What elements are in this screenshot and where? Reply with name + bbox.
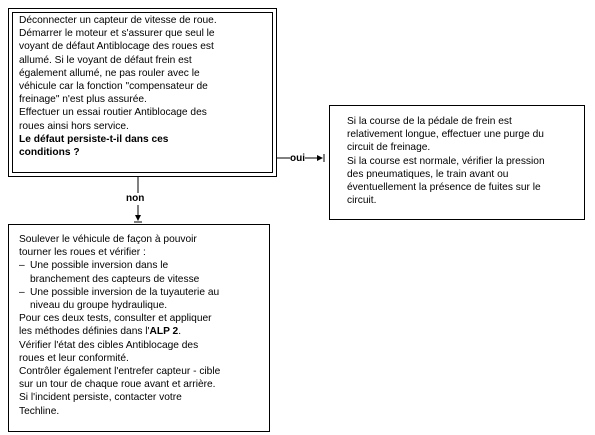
no-result-box <box>8 224 270 432</box>
no-intro-line: Soulever le véhicule de façon à pouvoir <box>19 234 197 245</box>
main-step-box <box>8 8 277 177</box>
main-text-line: freinage" n'est plus assurée. <box>19 94 147 106</box>
main-text-line: roues ainsi hors service. <box>19 120 129 132</box>
main-text-line: également allumé, ne pas rouler avec le <box>19 67 200 79</box>
yes-text-line: éventuellement la présence de fuites sur le <box>347 182 541 194</box>
main-text-line: Effectuer un essai routier Antiblocage des <box>19 107 207 119</box>
main-text-line: véhicule car la fonction "compensateur de <box>19 81 208 93</box>
no-text-line: Contrôler également l'entrefer capteur - cible <box>19 366 221 378</box>
alp-suffix: . <box>178 326 182 338</box>
list-item-continuation: niveau du groupe hydraulique. <box>30 300 168 312</box>
alp-reference: ALP 2 <box>149 326 179 338</box>
branch-label-non: non <box>126 193 145 204</box>
yes-text-line: Si la course de la pédale de frein est <box>347 116 512 127</box>
list-item-continuation: branchement des capteurs de vitesse <box>30 273 200 285</box>
yes-text-line: des pneumatiques, le train avant ou <box>347 168 509 180</box>
yes-text-line: relativement longue, effectuer une purge du <box>347 129 544 141</box>
no-text-line: Techline. <box>19 405 60 417</box>
connector-non-arrowhead <box>135 215 141 221</box>
main-question-line: Le défaut persiste-t-il dans ces <box>19 133 169 145</box>
no-text-line: roues et leur conformité. <box>19 352 129 364</box>
main-text-line: voyant de défaut Antiblocage des roues est <box>19 41 214 53</box>
yes-text-line: Si la course est normale, vérifier la pression <box>347 155 545 167</box>
connector-oui-arrowhead <box>317 155 323 161</box>
list-item-text: Une possible inversion de la tuyauterie au <box>30 286 220 298</box>
no-text-line: Si l'incident persiste, contacter votre <box>19 392 182 404</box>
alp-reference-line <box>19 325 261 338</box>
main-text-line: Déconnecter un capteur de vitesse de roue. <box>19 15 217 26</box>
yes-text-line: circuit de freinage. <box>347 142 431 154</box>
yes-result-box <box>329 105 585 220</box>
main-text-line: Démarrer le moteur et s'assurer que seul le <box>19 28 215 40</box>
list-dash: – <box>19 260 25 272</box>
no-text-line: Pour ces deux tests, consulter et appliquer <box>19 313 212 325</box>
no-intro-line: tourner les roues et vérifier : <box>19 247 146 259</box>
list-dash: – <box>19 286 25 298</box>
yes-text-line: circuit. <box>347 195 377 207</box>
main-question-line: conditions ? <box>19 147 80 159</box>
list-item <box>19 259 261 272</box>
alp-prefix: les méthodes définies dans l' <box>19 326 150 338</box>
no-text-line: Vérifier l'état des cibles Antiblocage des <box>19 339 199 351</box>
list-item-text: Une possible inversion dans le <box>30 260 169 272</box>
main-text-line: allumé. Si le voyant de défaut frein est <box>19 54 192 66</box>
no-text-line: sur un tour de chaque roue avant et arrière. <box>19 379 216 391</box>
list-item <box>19 286 261 299</box>
branch-label-oui: oui <box>290 153 305 164</box>
